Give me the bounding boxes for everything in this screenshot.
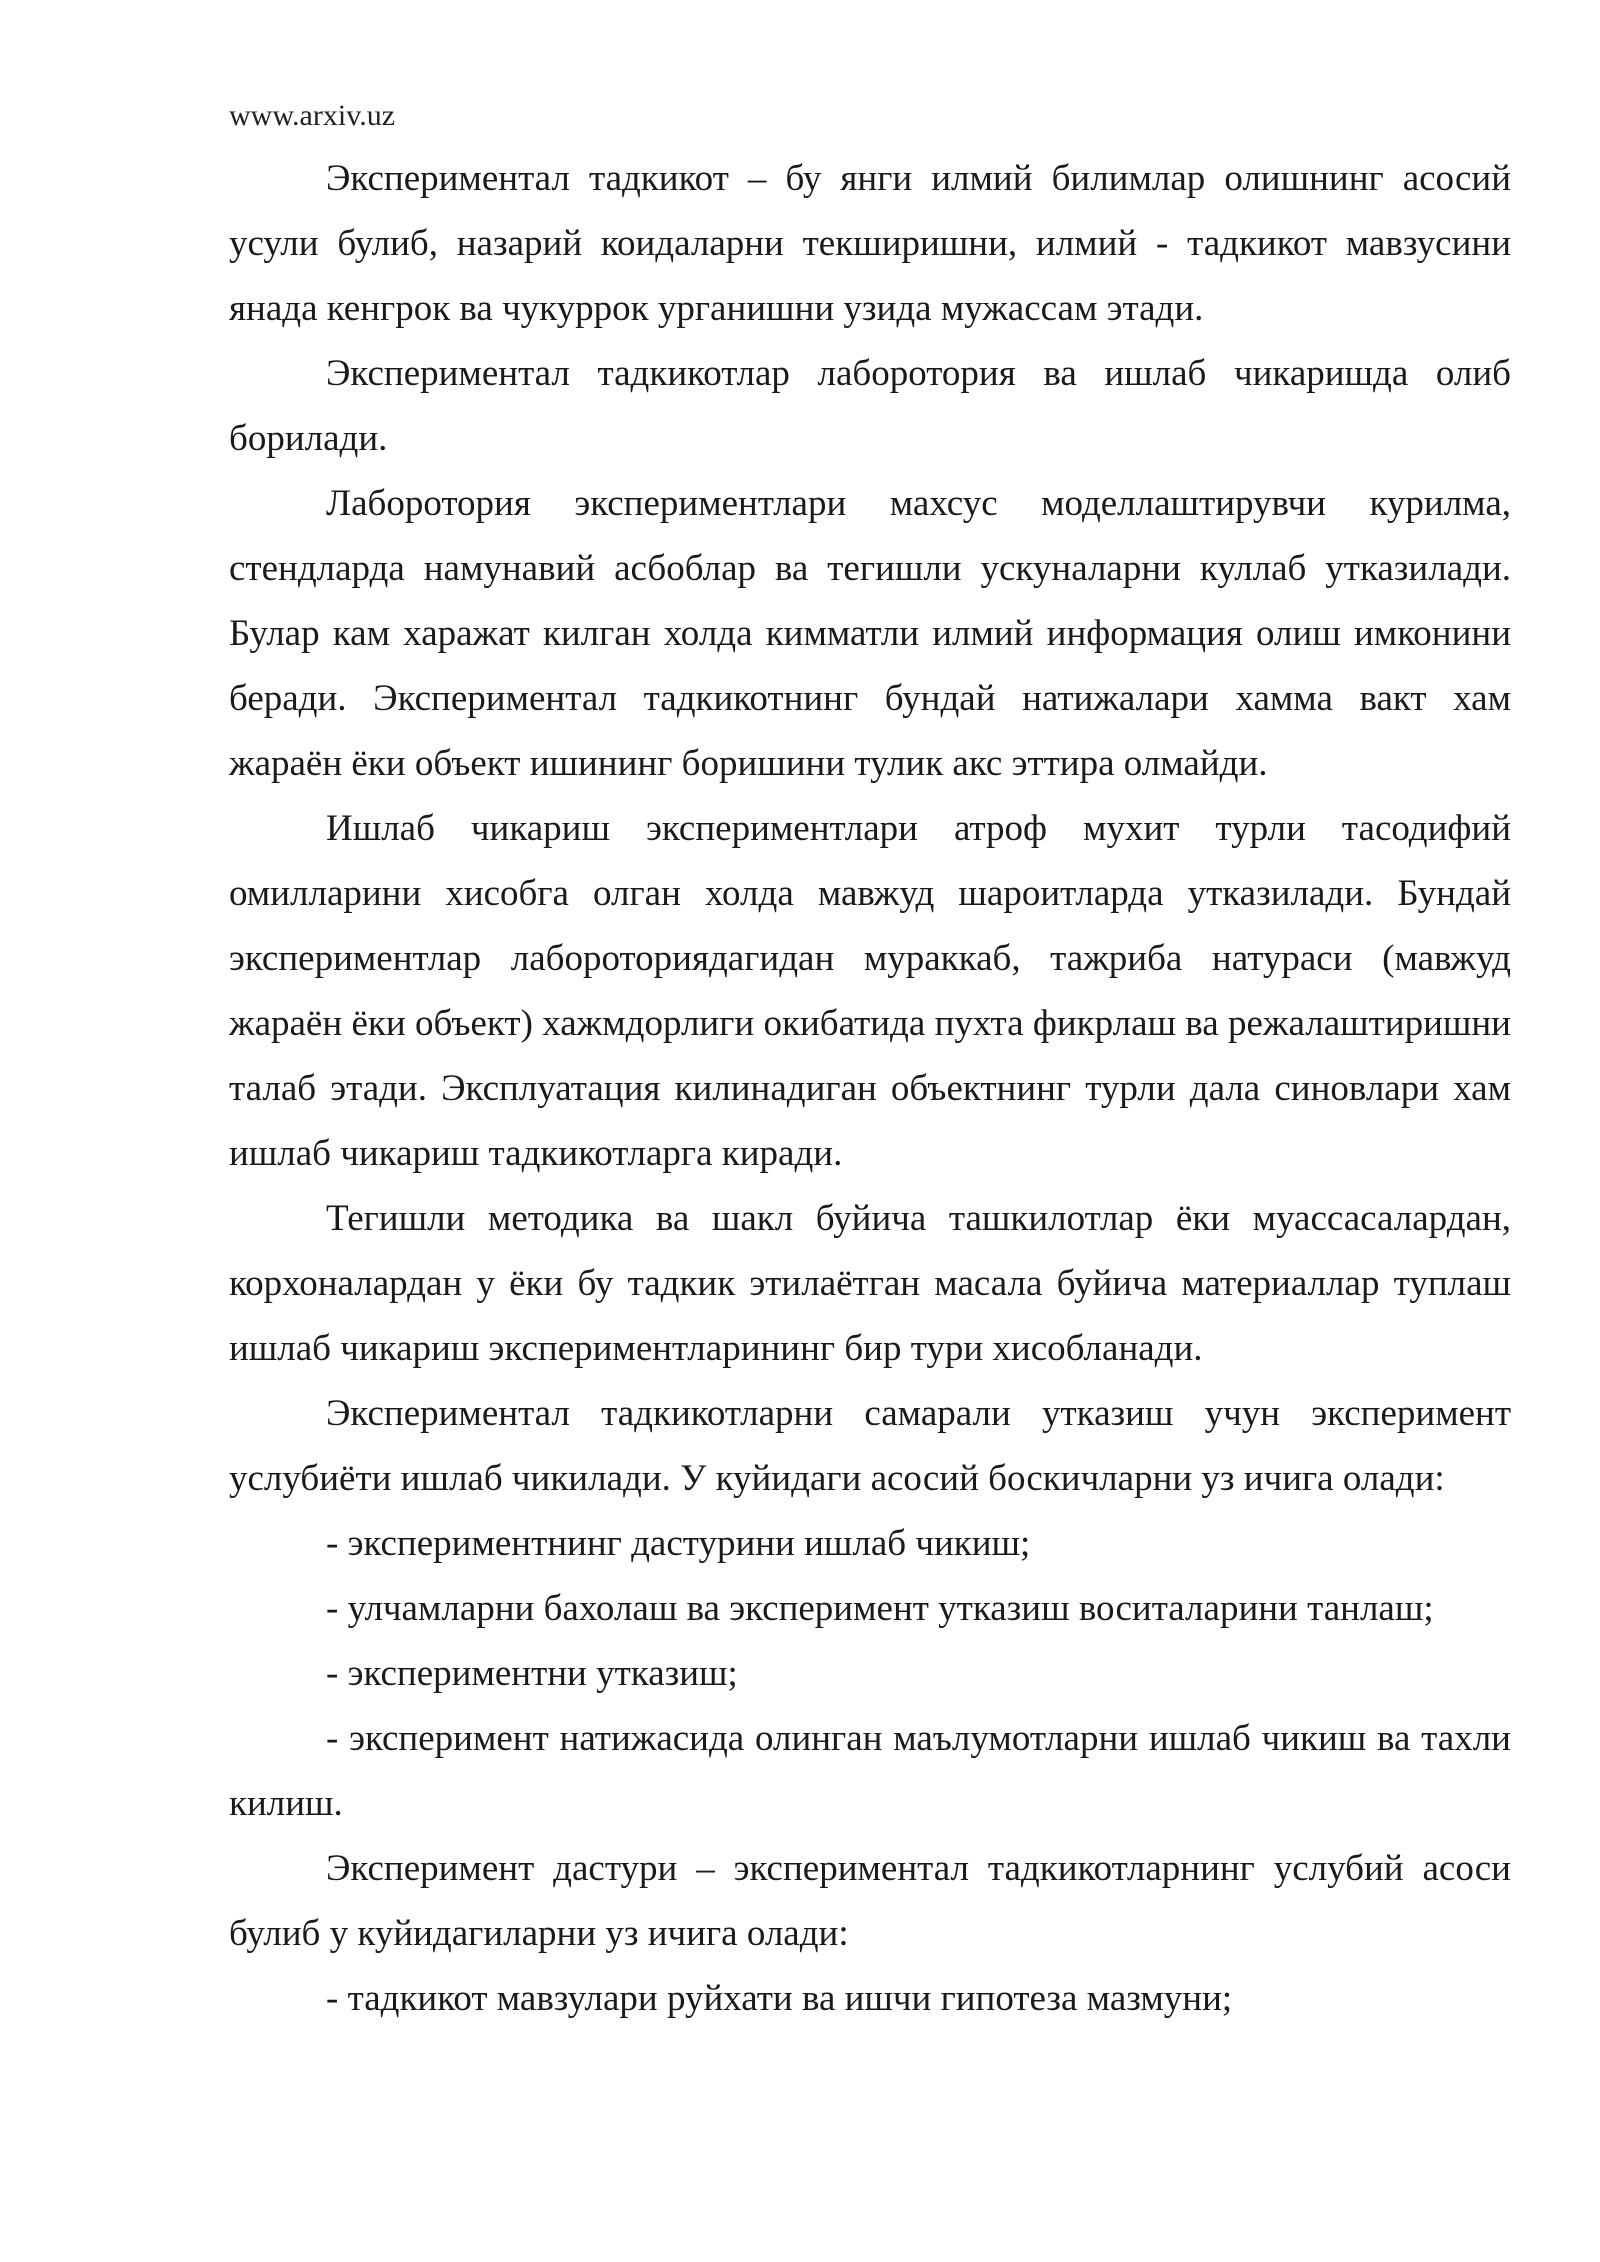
paragraph: Ишлаб чикариш экспериментлари атроф мухит турли тасодифий омилларини хисобга олган холда мавжуд шароитларда утказилади. Бундай экспериментлар лабороториядагидан мураккаб, тажриба натураси (мавжуд жараён ёки объект) хажмдорлиги окибатида пухта фикрлаш ва режалаштиришни талаб этади. Эксплуатация килинадиган объектнинг турли дала синовлари хам ишлаб чикариш тадкикотларга киради. (229, 808, 1511, 1174)
list-item: - экспериментни утказиш; (326, 1653, 738, 1694)
list-item: - улчамларни бахолаш ва эксперимент утказиш воситаларини танлаш; (326, 1588, 1434, 1629)
paragraph: Лаборотория экспериментлари махсус моделлаштирувчи курилма, стендларда намунавий асбоблар ва тегишли ускуналарни куллаб утказилади. Булар кам харажат килган холда кимматли илмий информация олиш имконини беради. Экспериментал тадкикотнинг бундай натижалари хамма вакт хам жараён ёки объект ишининг боришини тулик акс эттира олмайди. (229, 483, 1511, 784)
site-url: www.arxiv.uz (229, 99, 396, 132)
paragraph: Экспериментал тадкикотлар лаборотория ва ишлаб чикаришда олиб борилади. (229, 353, 1511, 459)
list-item: - экспериментнинг дастурини ишлаб чикиш; (326, 1523, 1031, 1564)
document-body (229, 146, 1511, 2031)
paragraph: Экспериментал тадкикот – бу янги илмий билимлар олишнинг асосий усули булиб, назарий коидаларни текширишни, илмий - тадкикот мавзусини янада кенгрок ва чукуррок урганишни узида мужассам этади. (229, 158, 1511, 329)
paragraph: Экспериментал тадкикотларни самарали утказиш учун эксперимент услубиёти ишлаб чикилади. У куйидаги асосий боскичларни уз ичига олади: (229, 1393, 1511, 1499)
list-item: - тадкикот мавзулари руйхати ва ишчи гипотеза мазмуни; (326, 1978, 1233, 2019)
paragraph: Тегишли методика ва шакл буйича ташкилотлар ёки муассасалардан, корхоналардан у ёки бу тадкик этилаётган масала буйича материаллар туплаш ишлаб чикариш экспериментларининг бир тури хисобланади. (229, 1198, 1511, 1369)
list-item: - эксперимент натижасида олинган маълумотларни ишлаб чикиш ва тахли килиш. (229, 1718, 1511, 1824)
paragraph: Эксперимент дастури – экспериментал тадкикотларнинг услубий асоси булиб у куйидагиларни уз ичига олади: (229, 1848, 1511, 1954)
